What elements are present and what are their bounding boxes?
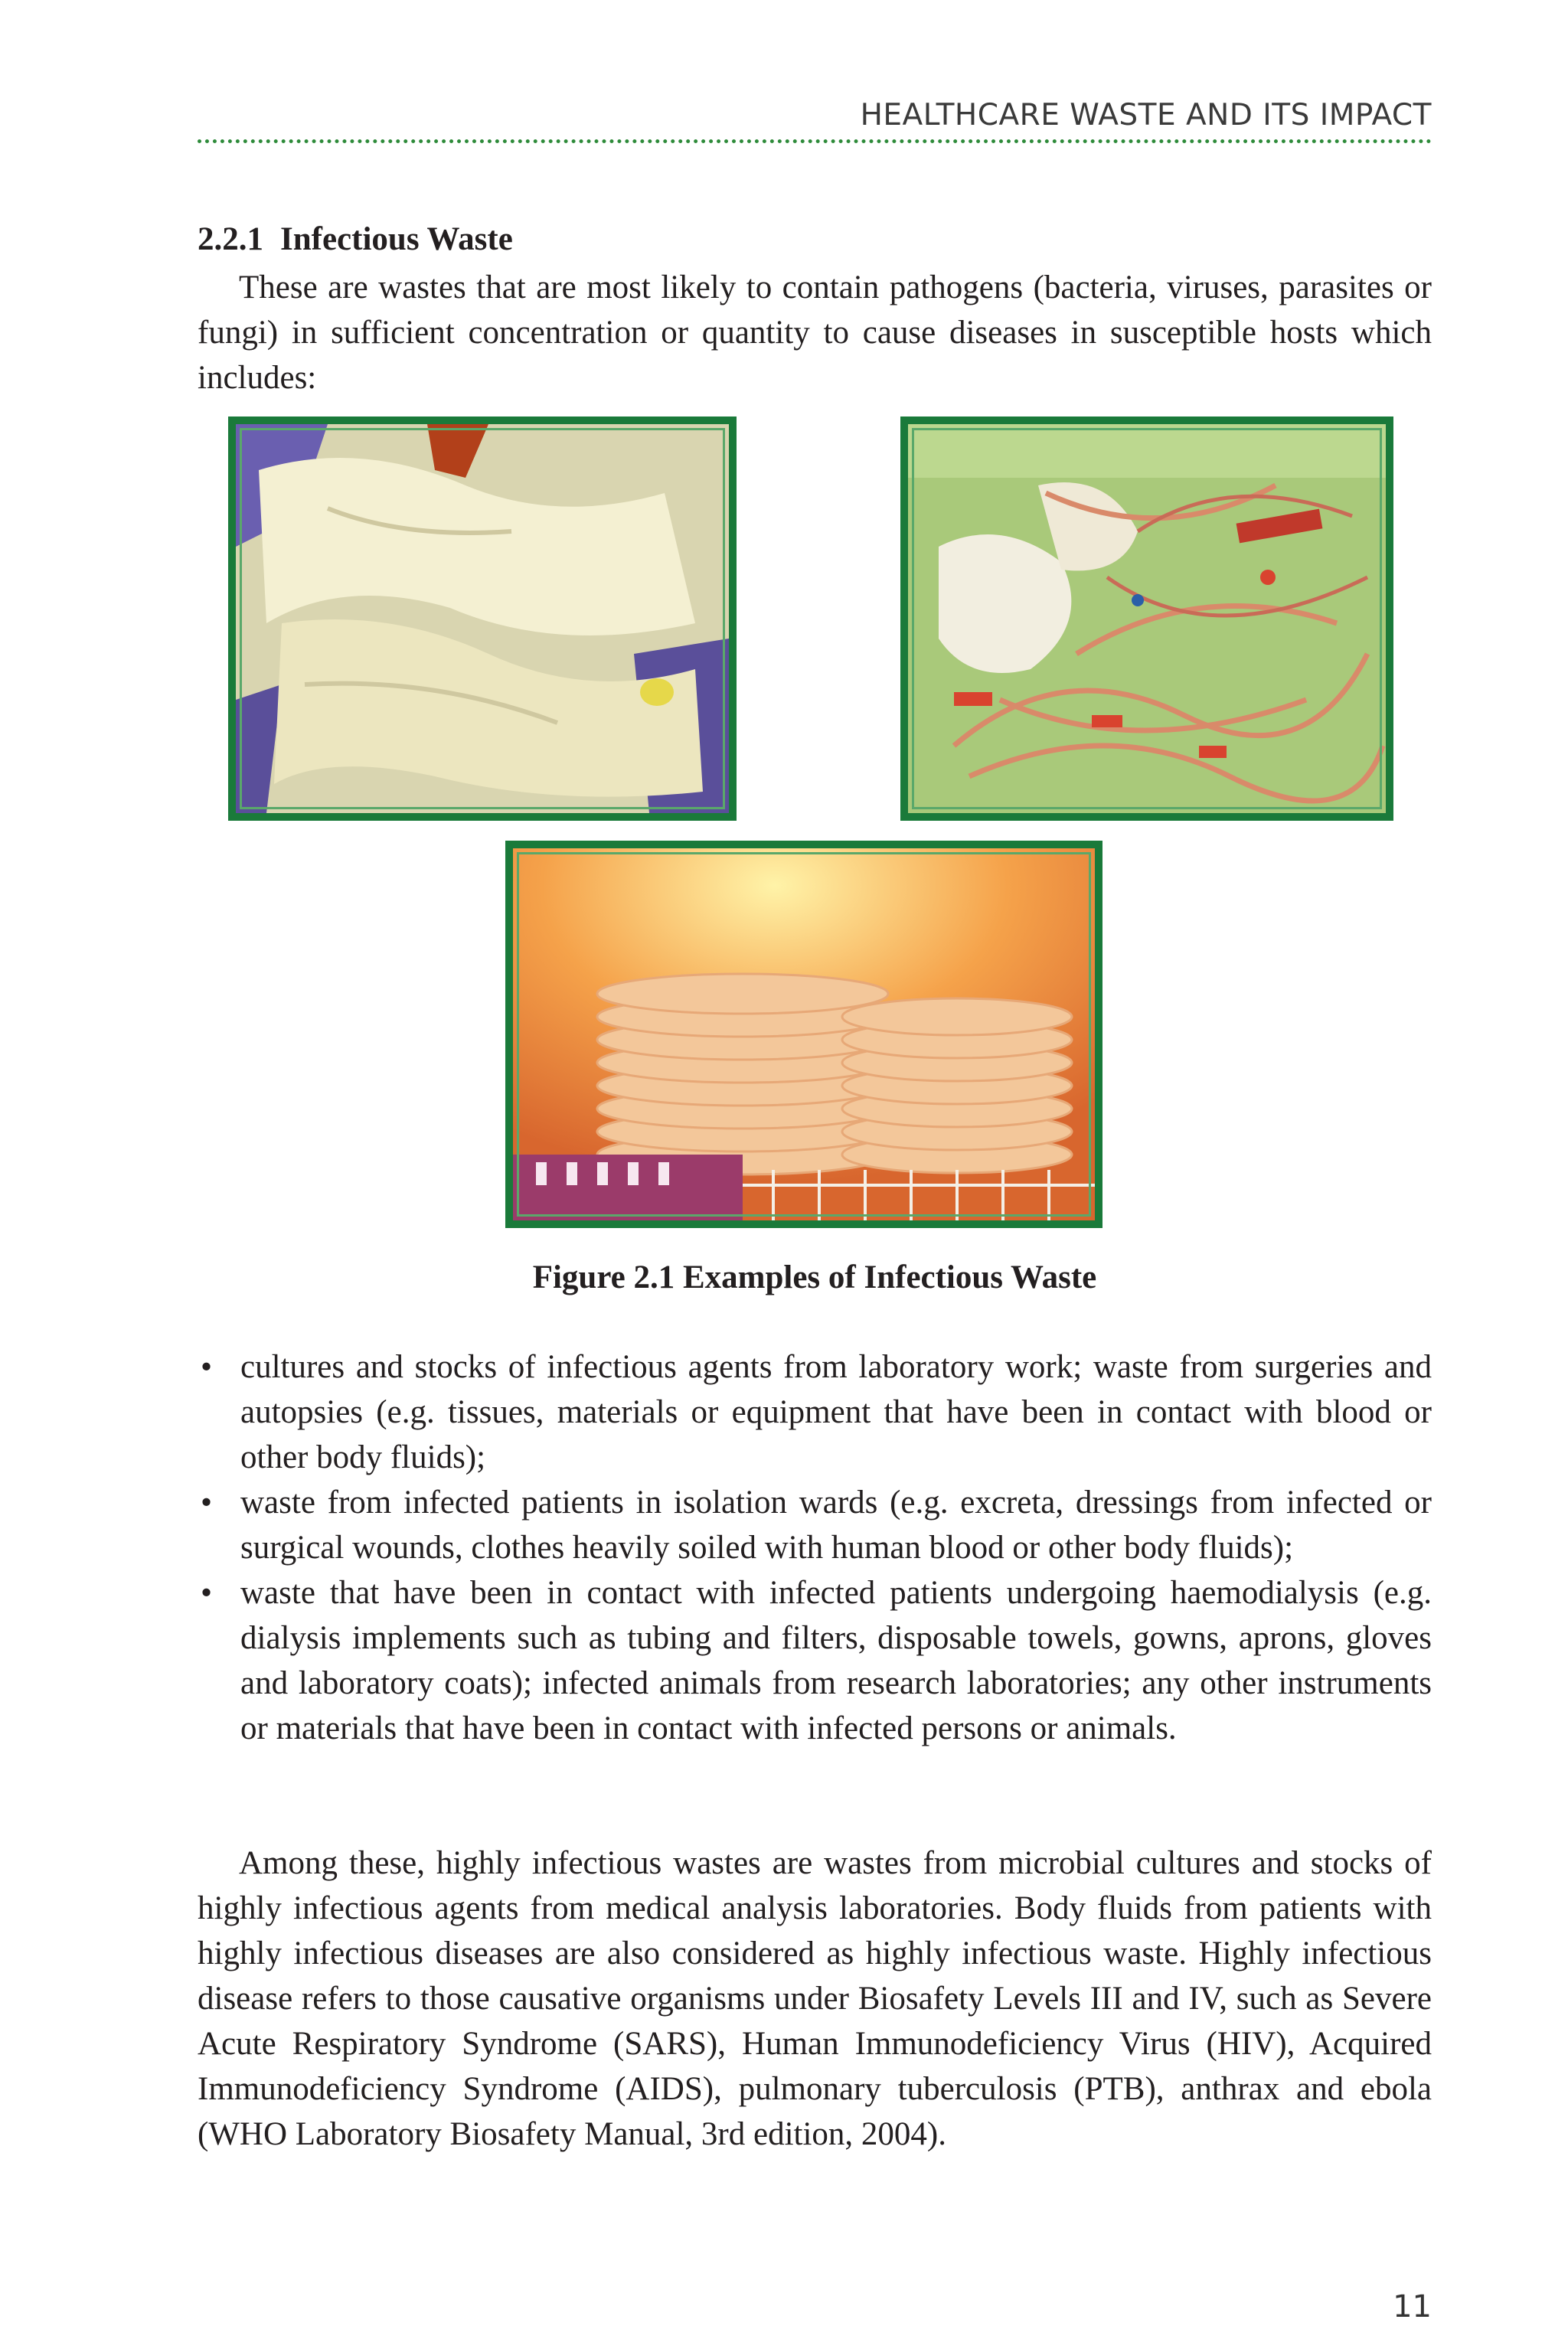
page-number: 11 — [1393, 2289, 1432, 2324]
culture-plates-image — [513, 848, 1095, 1220]
list-item-text: cultures and stocks of infectious agents from laboratory work; waste from surgeries and autopsies (e.g. tissues, materials or equipment that have been in contact with blood or other body fluids); — [240, 1349, 1432, 1475]
closing-block — [198, 1841, 1432, 2157]
list-item-text: waste that have been in contact with infected patients undergoing haemodialysis (e.g. dialysis implements such as tubing and filters, disposable towels, gowns, aprons, gloves and laboratory coats); infected animals from research laboratories; any other instruments or materials that have been in contact with infected persons or animals. — [240, 1575, 1432, 1746]
header-rule — [198, 139, 1432, 143]
list-item — [198, 1480, 1432, 1570]
used-gloves-photo — [228, 416, 737, 821]
bullet-icon: • — [201, 1485, 213, 1521]
closing-paragraph: Among these, highly infectious wastes are wastes from microbial cultures and stocks of highly infectious agents from medical analysis laboratories. Body fluids from patients with highly infectious diseases are also considered as highly infectious waste. Highly infectious disease refers to those causative organisms under Biosafety Levels III and IV, such as Severe Acute Respiratory Syndrome (SARS), Human Immunodeficiency Virus (HIV), Acquired Immunodeficiency Syndrome (AIDS), pulmonary tuberculosis (PTB), anthrax and ebola (WHO Laboratory Biosafety Manual, 3rd edition, 2004). — [198, 1845, 1432, 2152]
intro-paragraph: These are wastes that are most likely to contain pathogens (bacteria, viruses, parasites or fungi) in sufficient concentration or quantity to cause diseases in susceptible hosts which includes: — [198, 270, 1432, 396]
intro-block — [198, 265, 1432, 400]
list-item — [198, 1344, 1432, 1480]
figure-caption: Figure 2.1 Examples of Infectious Waste — [532, 1259, 1097, 1295]
section-number: 2.2.1 — [198, 221, 263, 257]
section-heading — [198, 220, 513, 258]
bullet-icon: • — [201, 1575, 213, 1611]
tubing-and-gloves-image — [908, 424, 1386, 813]
list-item — [198, 1570, 1432, 1751]
list-item-text: waste from infected patients in isolation wards (e.g. excreta, dressings from infected or surgical wounds, clothes heavily soiled with human blood or other body fluids); — [240, 1485, 1432, 1566]
running-head: HEALTHCARE WASTE AND ITS IMPACT — [860, 98, 1432, 132]
bullet-icon: • — [201, 1349, 213, 1385]
used-gloves-image — [236, 424, 729, 813]
culture-plates-photo — [505, 841, 1102, 1228]
section-title: Infectious Waste — [280, 221, 513, 257]
infectious-waste-list — [198, 1344, 1432, 1751]
tubing-and-gloves-photo — [900, 416, 1393, 821]
